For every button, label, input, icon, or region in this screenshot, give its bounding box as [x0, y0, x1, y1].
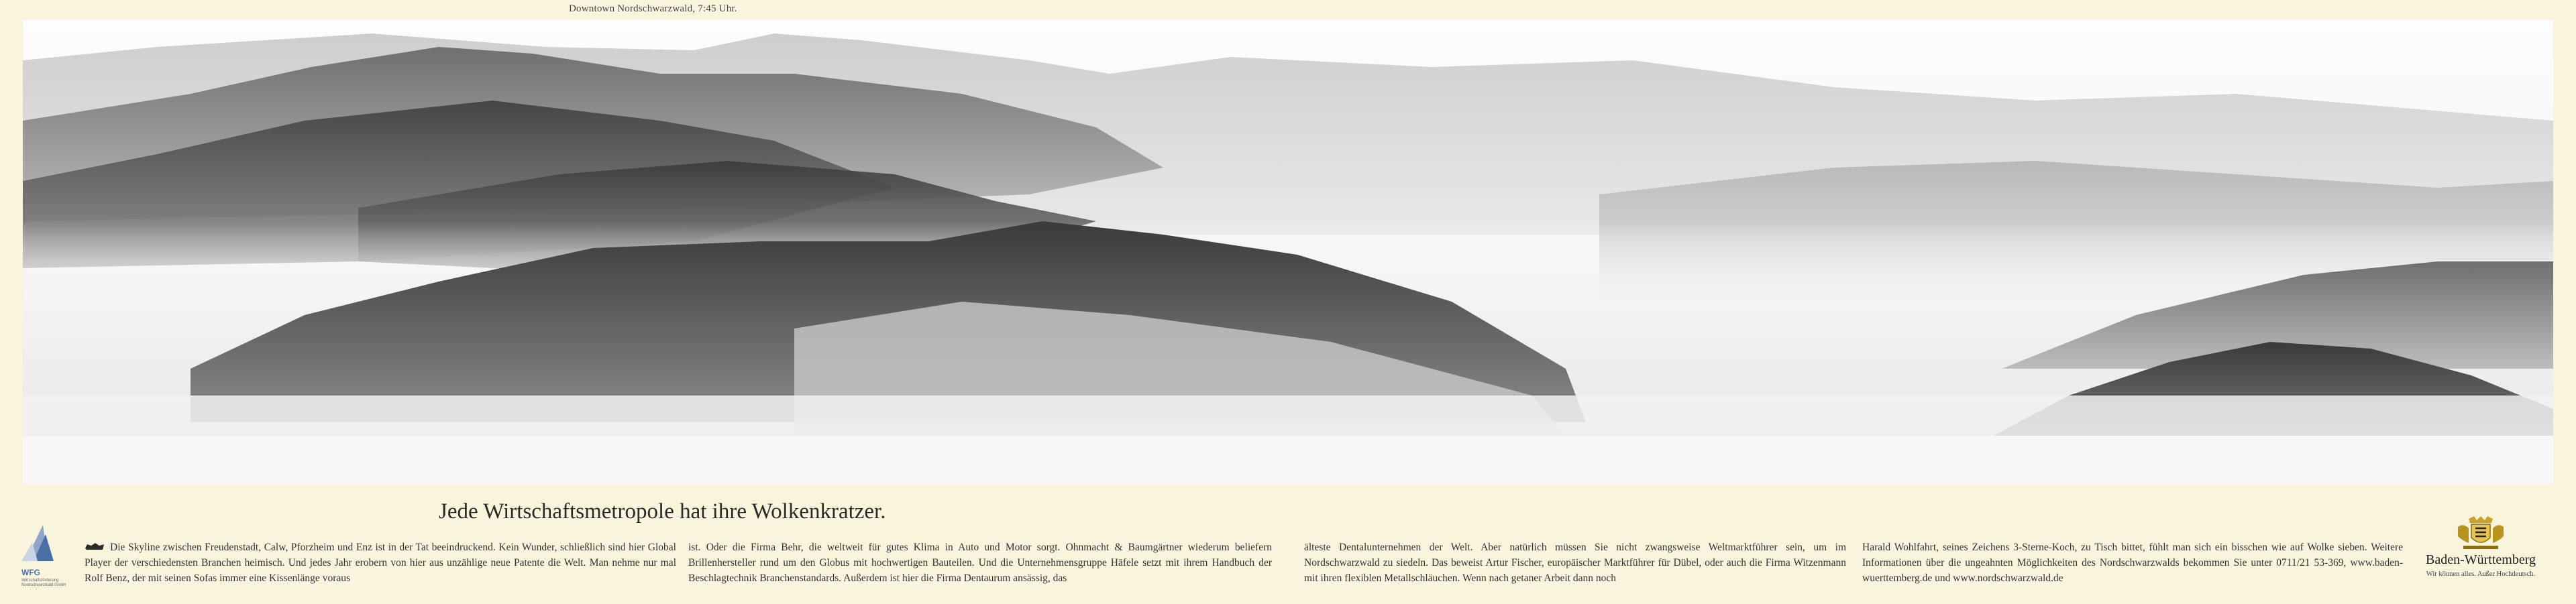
body-column-2	[688, 540, 1272, 586]
body-text-3: älteste Dentalunternehmen der Welt. Aber natürlich müssen Sie nicht zwangsweise Weltmarktführer sein, um im Nordschwarzwald zu siedeln. Das beweist Artur Fischer, europäischer Marktführer für Dübel, oder auch die Firma Witzenmann mit ihren flexiblen Metallschläuchen. Wenn nach getaner Arbeit dann noch	[1304, 542, 1846, 584]
body-text-2: ist. Oder die Firma Behr, die weltweit für gutes Klima in Auto und Motor sorgt. Ohnmacht & Baumgärtner wiederum beliefern Brillenhersteller rund um den Globus mit hochwertigen Bauteilen. Und die Unternehmensgruppe Häfele setzt mit ihrem Handbuch der Beschlagtechnik Branchenstandards. Außerdem ist hier die Firma Dentaurum ansässig, das	[688, 542, 1272, 584]
body-text-4: Harald Wohlfahrt, seines Zeichens 3-Sterne-Koch, zu Tisch bittet, fühlt man sich ein bisschen wie auf Wolke sieben. Weitere Informationen über die ungeahnten Möglichkeiten des Nordschwarzwalds bekommen Sie unter 0711/21 53-369, www.baden-wuerttemberg.de und www.nordschwarzwald.de	[1862, 542, 2403, 584]
wfg-triangle-logo-icon	[19, 520, 59, 566]
ad-headline: Jede Wirtschaftsmetropole hat ihre Wolkenkratzer.	[439, 499, 886, 524]
baden-wuerttemberg-logo	[2414, 516, 2548, 597]
body-text-1: Die Skyline zwischen Freudenstadt, Calw, Pforzheim und Enz ist in der Tat beeindruckend. Kein Wunder, schließlich sind hier Global Player der verschiedensten Branchen heimisch. Und jedes Jahr erobern von hier aus unzählige neue Patente die Welt. Man nehme nur mal Rolf Benz, der mit seinen Sofas immer eine Kissenlänge voraus	[85, 542, 676, 584]
sofa-emblem-icon	[85, 542, 105, 551]
coat-of-arms-crest-icon	[2454, 516, 2508, 551]
body-column-3	[1304, 540, 1846, 586]
brand-name: Baden-Württemberg	[2425, 552, 2536, 567]
photo-caption: Downtown Nordschwarzwald, 7:45 Uhr.	[569, 3, 737, 14]
body-column-4	[1862, 540, 2403, 586]
brand-slogan: Wir können alles. Außer Hochdeutsch.	[2426, 570, 2536, 578]
wfg-label: WFG	[21, 568, 40, 577]
landscape-photo	[23, 20, 2553, 484]
wfg-tagline: Wirtschaftsförderung Nordschwarzwald GmbH	[21, 579, 66, 587]
wfg-logo	[19, 520, 66, 593]
misty-hills-illustration	[23, 20, 2553, 484]
body-column-1	[85, 540, 676, 586]
